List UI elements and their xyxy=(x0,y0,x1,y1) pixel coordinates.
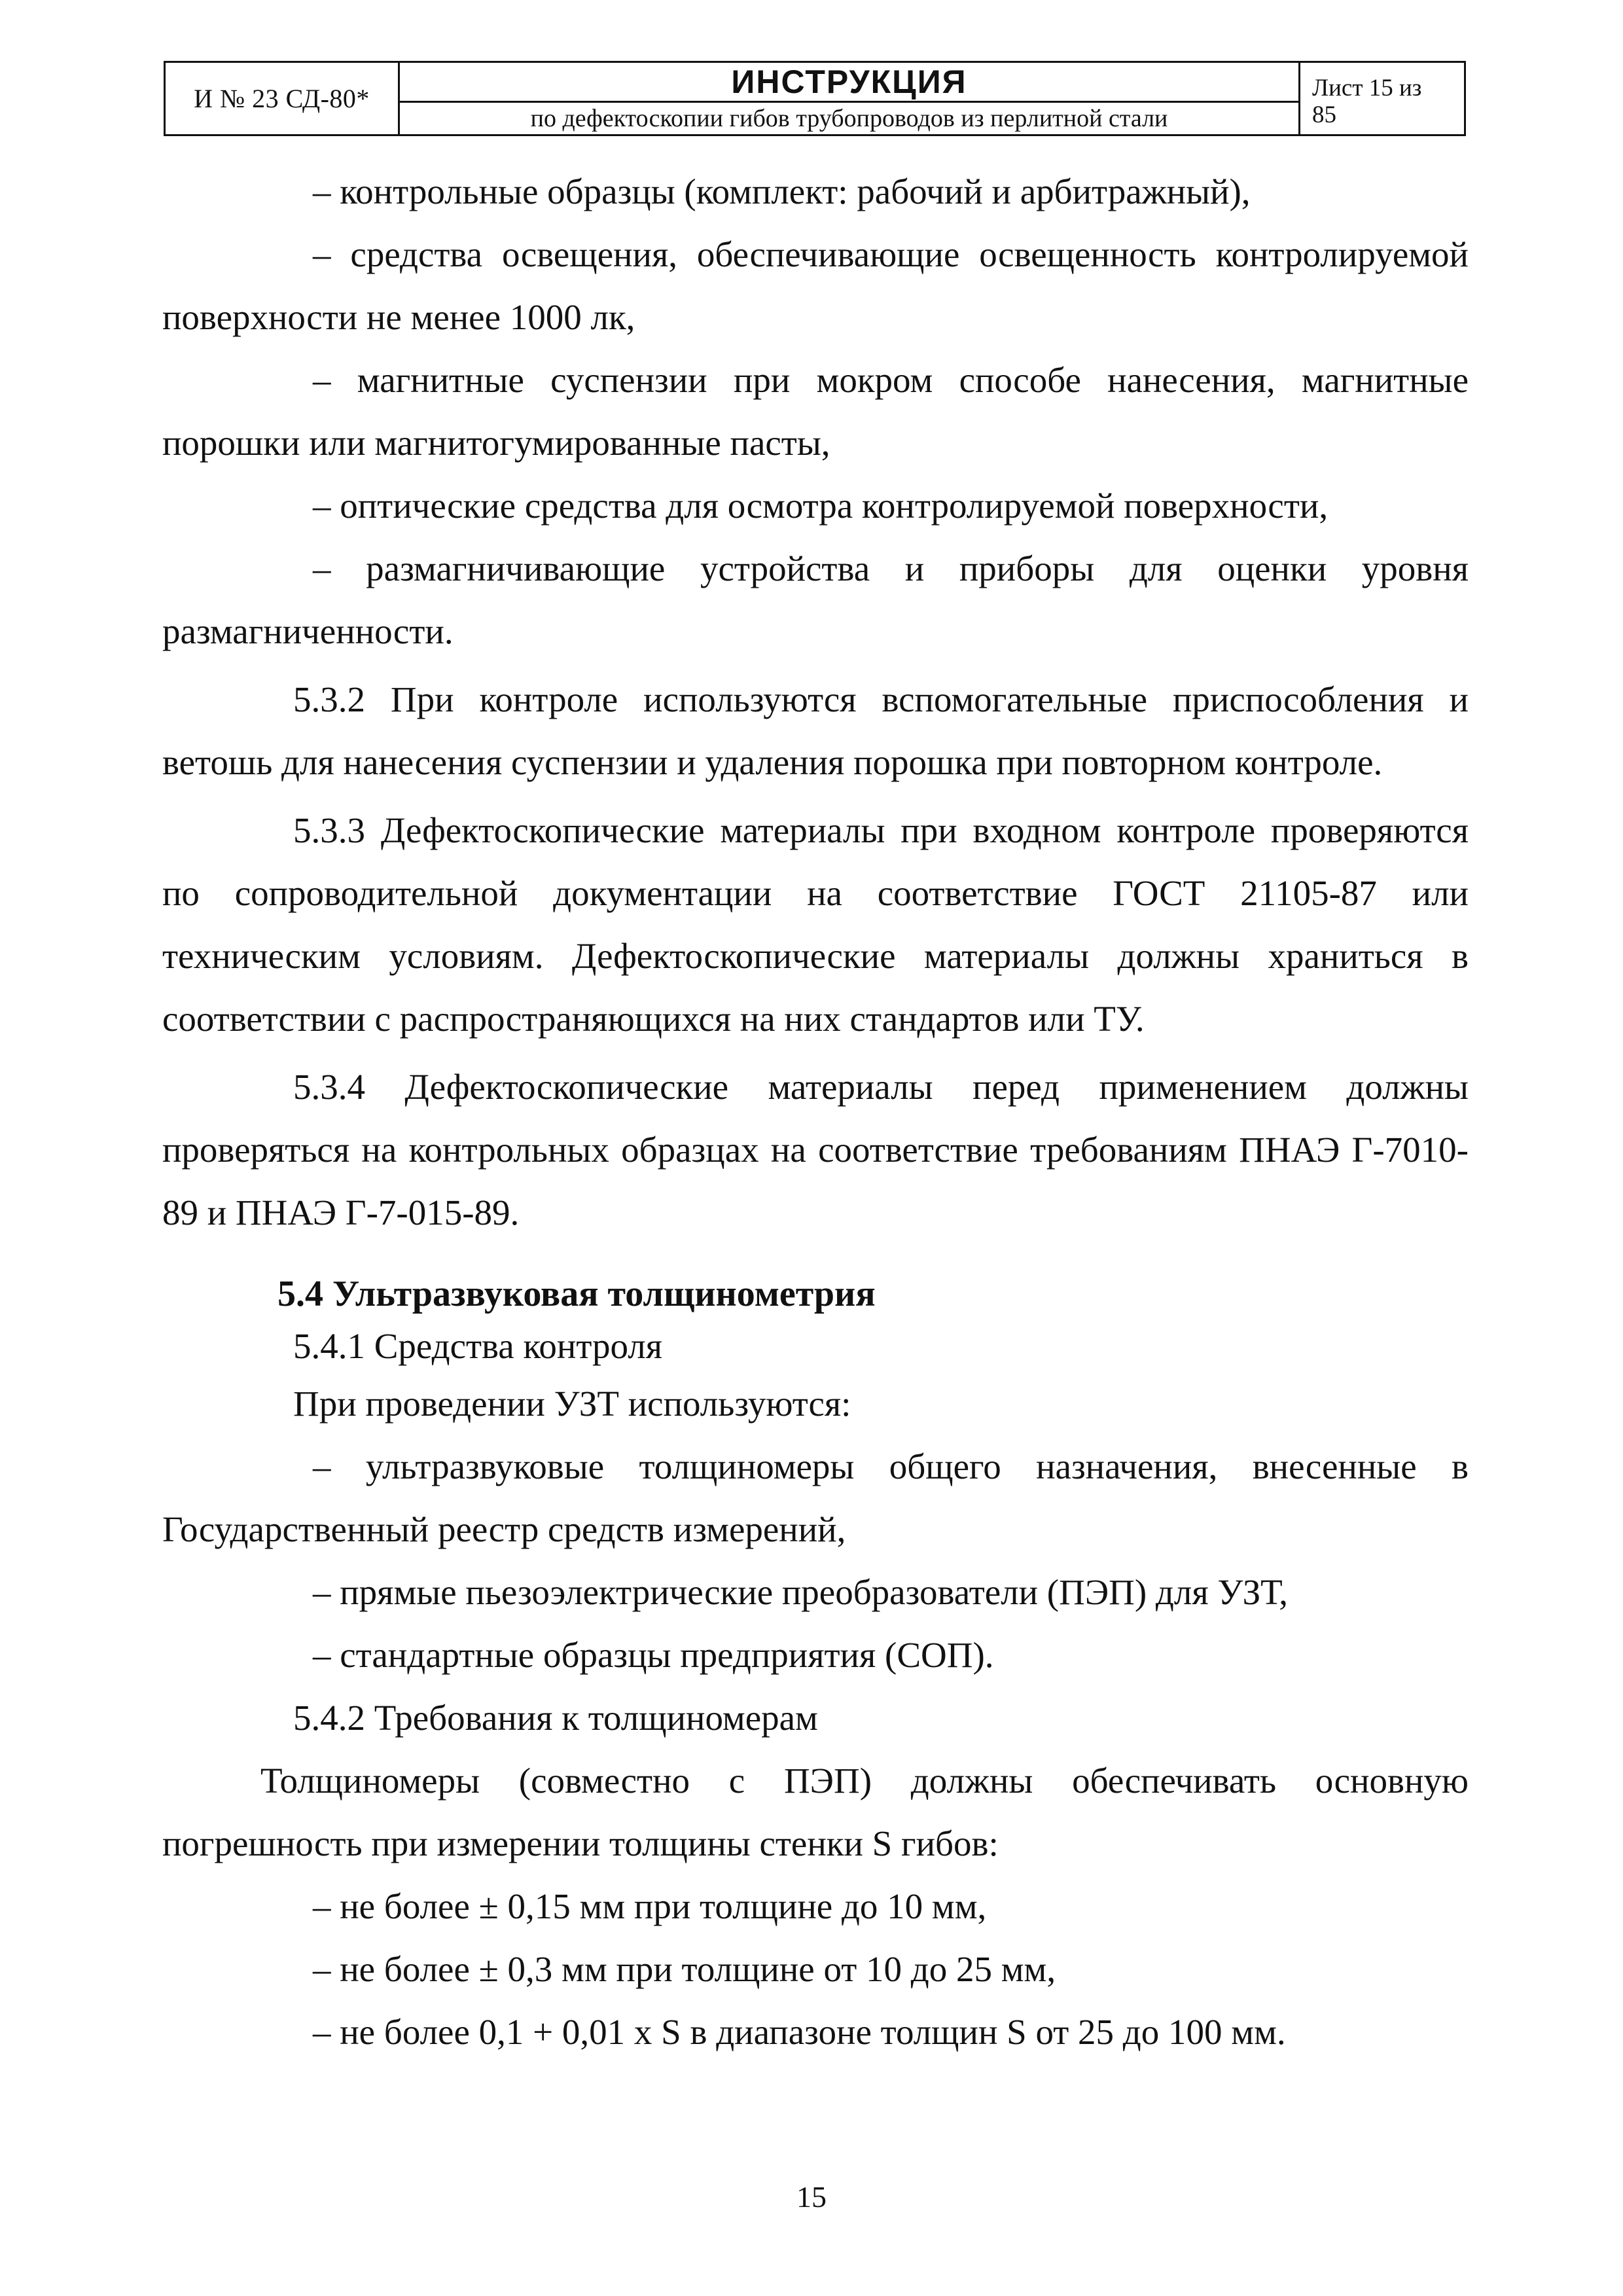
uzt-intro: При проведении УЗТ используются: xyxy=(293,1384,851,1424)
list-item: – ультразвуковые толщиномеры общего назначения, внесенные в Государственный реестр средств измерений, xyxy=(162,1446,1469,1549)
paragraph-5-3-4: 5.3.4 Дефектоскопические материалы перед применением должны проверяться на контрольных образцах на соответствие требованиям ПНАЭ Г-7010-89 и ПНАЭ Г-7-015-89. xyxy=(162,1067,1469,1232)
list-item: – не более ± 0,15 мм при толщине до 10 мм, xyxy=(313,1886,987,1926)
list-item: – не более ± 0,3 мм при толщине от 10 до 25 мм, xyxy=(313,1949,1056,1989)
page-number: 15 xyxy=(796,2180,827,2214)
list-item: – оптические средства для осмотра контролируемой поверхности, xyxy=(313,486,1329,526)
document-title: ИНСТРУКЦИЯ xyxy=(400,63,1298,103)
subsection-heading-5-4-2: 5.4.2 Требования к толщиномерам xyxy=(293,1698,818,1738)
section-heading-5-4: 5.4 Ультразвуковая толщинометрия xyxy=(277,1274,876,1314)
list-item: – магнитные суспензии при мокром способе нанесения, магнитные порошки или магнитогумированные пасты, xyxy=(162,360,1469,463)
sheet-number-line-2: 85 xyxy=(1312,101,1336,129)
document-number: И № 23 СД-80* xyxy=(166,63,400,134)
header-table xyxy=(164,61,1466,136)
list-item: – средства освещения, обеспечивающие освещенность контролируемой поверхности не менее 1000 лк, xyxy=(162,234,1469,337)
paragraph-5-3-3: 5.3.3 Дефектоскопические материалы при входном контроле проверяются по сопроводительной документации на соответствие ГОСТ 21105-87 или техническим условиям. Дефектоскопические материалы должны храниться в соответствии с распространяющихся на них стандартов или ТУ. xyxy=(162,810,1469,1039)
list-item: – не более 0,1 + 0,01 х S в диапазоне толщин S от 25 до 100 мм. xyxy=(313,2012,1286,2052)
list-item: – стандартные образцы предприятия (СОП). xyxy=(313,1635,994,1675)
list-item: – размагничивающие устройства и приборы для оценки уровня размагниченности. xyxy=(162,548,1469,651)
paragraph-5-3-2: 5.3.2 При контроле используются вспомогательные приспособления и ветошь для нанесения суспензии и удаления порошка при повторном контроле. xyxy=(162,679,1469,782)
sheet-number-line-1: Лист 15 из xyxy=(1312,75,1422,101)
subsection-heading-5-4-1: 5.4.1 Средства контроля xyxy=(293,1326,663,1366)
paragraph-5-4-2: Толщиномеры (совместно с ПЭП) должны обеспечивать основную погрешность при измерении толщины стенки S гибов: xyxy=(162,1761,1469,1863)
document-subtitle: по дефектоскопии гибов трубопроводов из перлитной стали xyxy=(530,105,1168,132)
sheet-number-cell xyxy=(1300,63,1464,134)
list-item: – прямые пьезоэлектрические преобразователи (ПЭП) для УЗТ, xyxy=(313,1572,1289,1612)
list-item: – контрольные образцы (комплект: рабочий и арбитражный), xyxy=(313,171,1251,211)
page-content xyxy=(162,160,1469,2064)
header-title-cell xyxy=(400,63,1300,134)
